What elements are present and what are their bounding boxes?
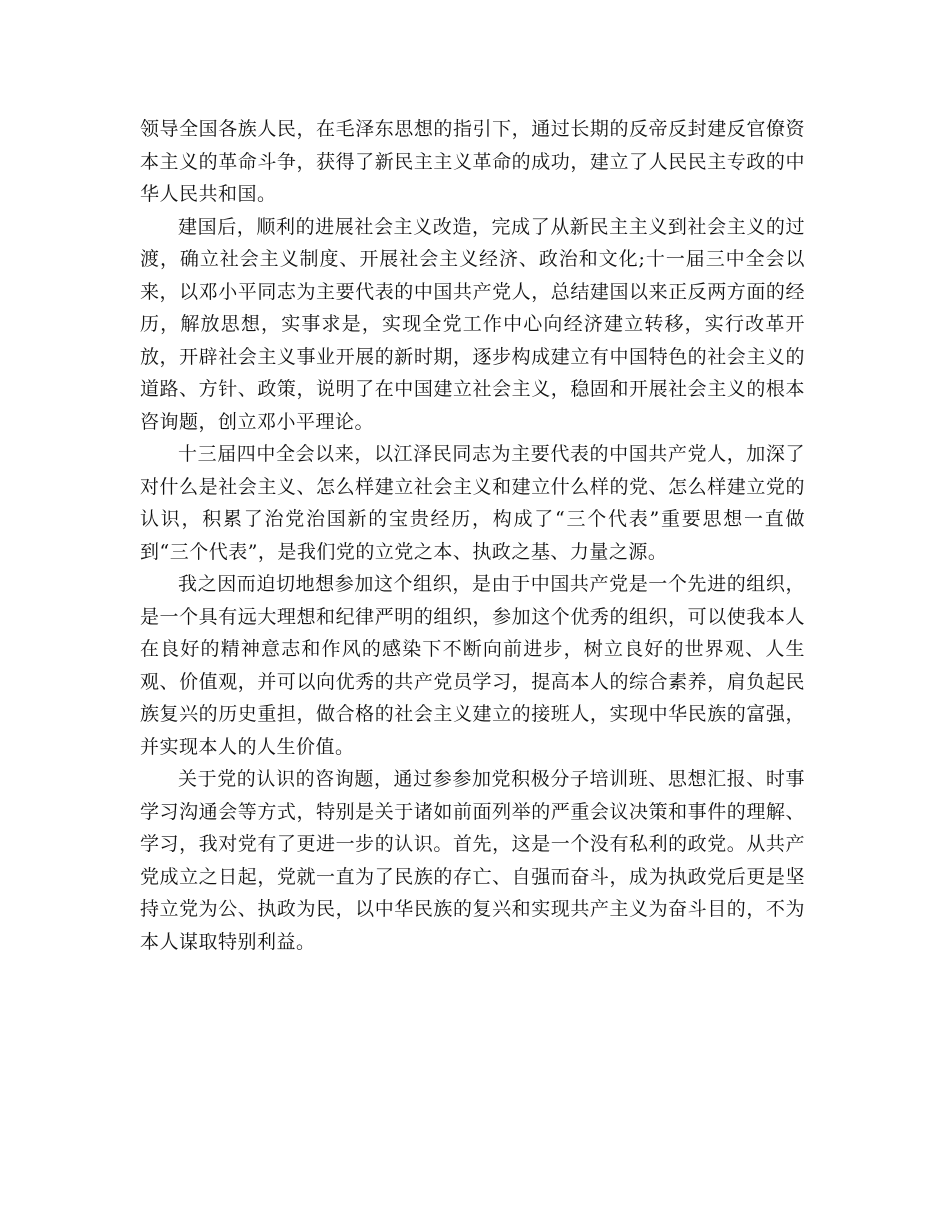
paragraph-motivation: 我之因而迫切地想参加这个组织，是由于中国共产党是一个先进的组织，是一个具有远大理想和纪律严明的组织，参加这个优秀的组织，可以使我本人在良好的精神意志和作风的感染下不断向前进步，树立良好的世界观、人生观、价值观，并可以向优秀的共产党员学习，提高本人的综合素养，肩负起民族复兴的历史重担，做合格的社会主义建立的接班人，实现中华民族的富强，并实现本人的人生价值。 [140,573,805,758]
paragraph-continuation: 领导全国各族人民，在毛泽东思想的指引下，通过长期的反帝反封建反官僚资本主义的革命斗争，获得了新民主主义革命的成功，建立了人民民主专政的中华人民共和国。 [140,118,805,205]
document-body [140,113,805,958]
paragraph-after-founding: 建国后，顺利的进展社会主义改造，完成了从新民主主义到社会主义的过渡，确立社会主义制度、开展社会主义经济、政治和文化;十一届三中全会以来，以邓小平同志为主要代表的中国共产党人，总结建国以来正反两方面的经历，解放思想，实事求是，实现全党工作中心向经济建立转移，实行改革开放，开辟社会主义事业开展的新时期，逐步构成建立有中国特色的社会主义的道路、方针、政策，说明了在中国建立社会主义，稳固和开展社会主义的根本咨询题，创立邓小平理论。 [140,215,805,433]
paragraph-fourth-plenum: 十三届四中全会以来，以江泽民同志为主要代表的中国共产党人，加深了对什么是社会主义、怎么样建立社会主义和建立什么样的党、怎么样建立党的认识，积累了治党治国新的宝贵经历，构成了“三个代表”重要思想一直做到“三个代表”，是我们党的立党之本、执政之基、力量之源。 [140,443,805,563]
paragraph-understanding: 关于党的认识的咨询题，通过参参加党积极分子培训班、思想汇报、时事学习沟通会等方式，特别是关于诸如前面列举的严重会议决策和事件的理解、学习，我对党有了更进一步的认识。首先，这是一个没有私利的政党。从共产党成立之日起，党就一直为了民族的存亡、自强而奋斗，成为执政党后更是坚持立党为公、执政为民，以中华民族的复兴和实现共产主义为奋斗目的，不为本人谋取特别利益。 [140,768,805,953]
